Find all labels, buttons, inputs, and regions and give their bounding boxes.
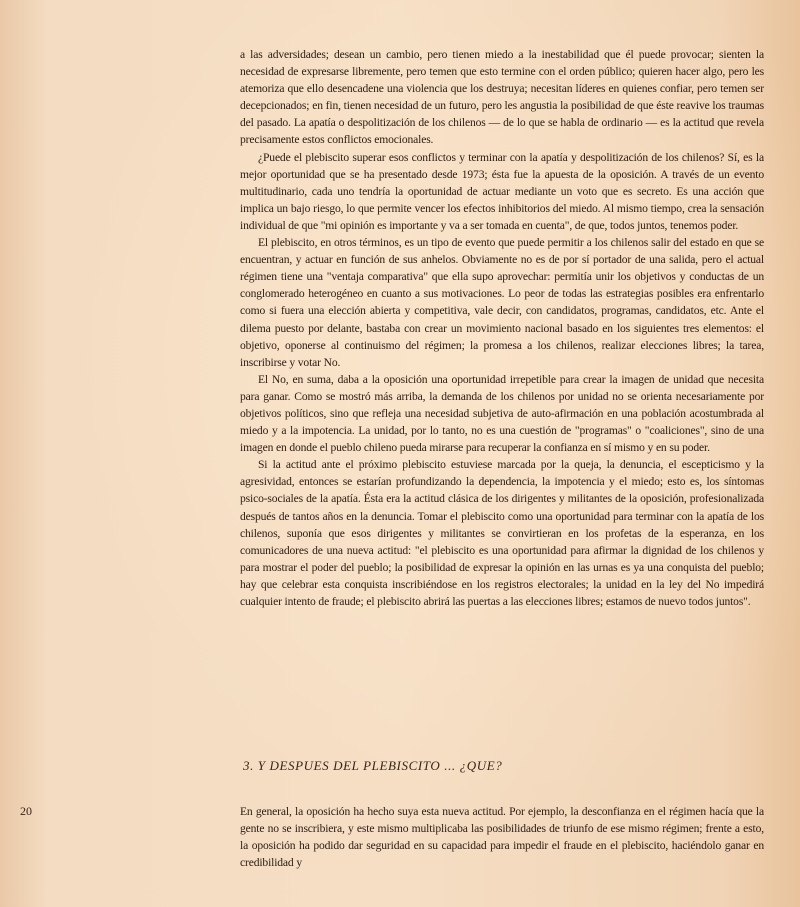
- section-heading: 3. Y DESPUES DEL PLEBISCITO ... ¿QUE?: [243, 758, 503, 773]
- section-body-column: [240, 803, 764, 871]
- section-paragraph-1: En general, la oposición ha hecho suya esta nueva actitud. Por ejemplo, la desconfianza en el régimen hacía que la gente no se inscribiera, y este mismo multiplicaba las posibilidades de triunfo de ese mismo régimen; frente a esto, la oposición ha podido dar seguridad en su capacidad para impedir el fraude en el plebiscito, haciéndolo ganar en credibilidad y: [240, 805, 764, 870]
- page-number: 20: [20, 804, 32, 818]
- paragraph-3: El plebiscito, en otros términos, es un tipo de evento que puede permitir a los chilenos salir del estado en que se encuentran, y actuar en función de sus anhelos. Obviamente no es de por sí portador de una salida, pero el actual régimen tiene una "ventaja comparativa" que ella supo aprovechar: permitía unir los objetivos y conductas de un conglomerado heterogéneo en cuanto a sus motivaciones. Lo peor de todas las estrategias posibles era enfrentarlo como si fuera una elección abierta y competitiva, vale decir, con candidatos, programas, candidatos, etc. Ante el dilema puesto por delante, bastaba con crear un movimiento nacional basado en los siguientes tres elementos: el objetivo, oponerse al continuismo del régimen; la promesa a los chilenos, realizar elecciones libres; la tarea, inscribirse y votar No.: [240, 236, 764, 369]
- paragraph-5: Si la actitud ante el próximo plebiscito estuviese marcada por la queja, la denuncia, el escepticismo y la agresividad, entonces se estarían profundizando la dependencia, la impotencia y el miedo; esto es, los síntomas psico-sociales de la apatía. Ésta era la actitud clásica de los dirigentes y militantes de la oposición, profesionalizada después de tantos años en la denuncia. Tomar el plebiscito como una oportunidad para terminar con la apatía de los chilenos, suponía que esos dirigentes y militantes se convirtieran en los profetas de la esperanza, en los comunicadores de una nueva actitud: "el plebiscito es una oportunidad para afirmar la dignidad de los chilenos y para mostrar el poder del pueblo; la posibilidad de expresar la opinión en las urnas es ya una conquista del pueblo; hay que celebrar esta conquista inscribiéndose en los registros electorales; la unidad en la ley del No impedirá cualquier intento de fraude; el plebiscito abrirá las puertas a las elecciones libres; estamos de nuevo todos juntos".: [240, 458, 764, 608]
- paragraph-1: a las adversidades; desean un cambio, pero tienen miedo a la inestabilidad que él puede provocar; sienten la necesidad de expresarse libremente, pero temen que esto termine con el orden público; quieren hacer algo, pero les atemoriza que ello desencadene una violencia que los destruya; necesitan líderes en quienes confiar, pero temen ser decepcionados; en fin, tienen necesidad de un futuro, pero les angustia la posibilidad de que éste reavive los traumas del pasado. La apatía o despolitización de los chilenos — de lo que se habla de ordinario — es la actitud que revela precisamente estos conflictos emocionales.: [240, 48, 764, 147]
- paragraph-4: El No, en suma, daba a la oposición una oportunidad irrepetible para crear la imagen de unidad que necesita para ganar. Como se mostró más arriba, la demanda de los chilenos por unidad no se orienta necesariamente por objetivos políticos, sino que refleja una necesidad subjetiva de auto-afirmación en una población acostumbrada al miedo y a la impotencia. La unidad, por lo tanto, no es una cuestión de "programas" o "coaliciones", sino de una imagen en donde el pueblo chileno pueda mirarse para recuperar la confianza en sí mismo y en su poder.: [240, 372, 764, 455]
- main-text-column: [240, 46, 764, 610]
- paragraph-2: ¿Puede el plebiscito superar esos conflictos y terminar con la apatía y despolitización de los chilenos? Sí, es la mejor oportunidad que se ha presentado desde 1973; ésta fue la apuesta de la oposición. A través de un evento multitudinario, cada uno tendría la oportunidad de actuar mediante un voto que es secreto. Es una acción que implica un bajo riesgo, lo que permite vencer los efectos inhibitorios del miedo. Al mismo tiempo, crea la sensación individual de que "mi opinión es importante y va a ser tomada en cuenta", de que, todos juntos, tenemos poder.: [240, 150, 764, 232]
